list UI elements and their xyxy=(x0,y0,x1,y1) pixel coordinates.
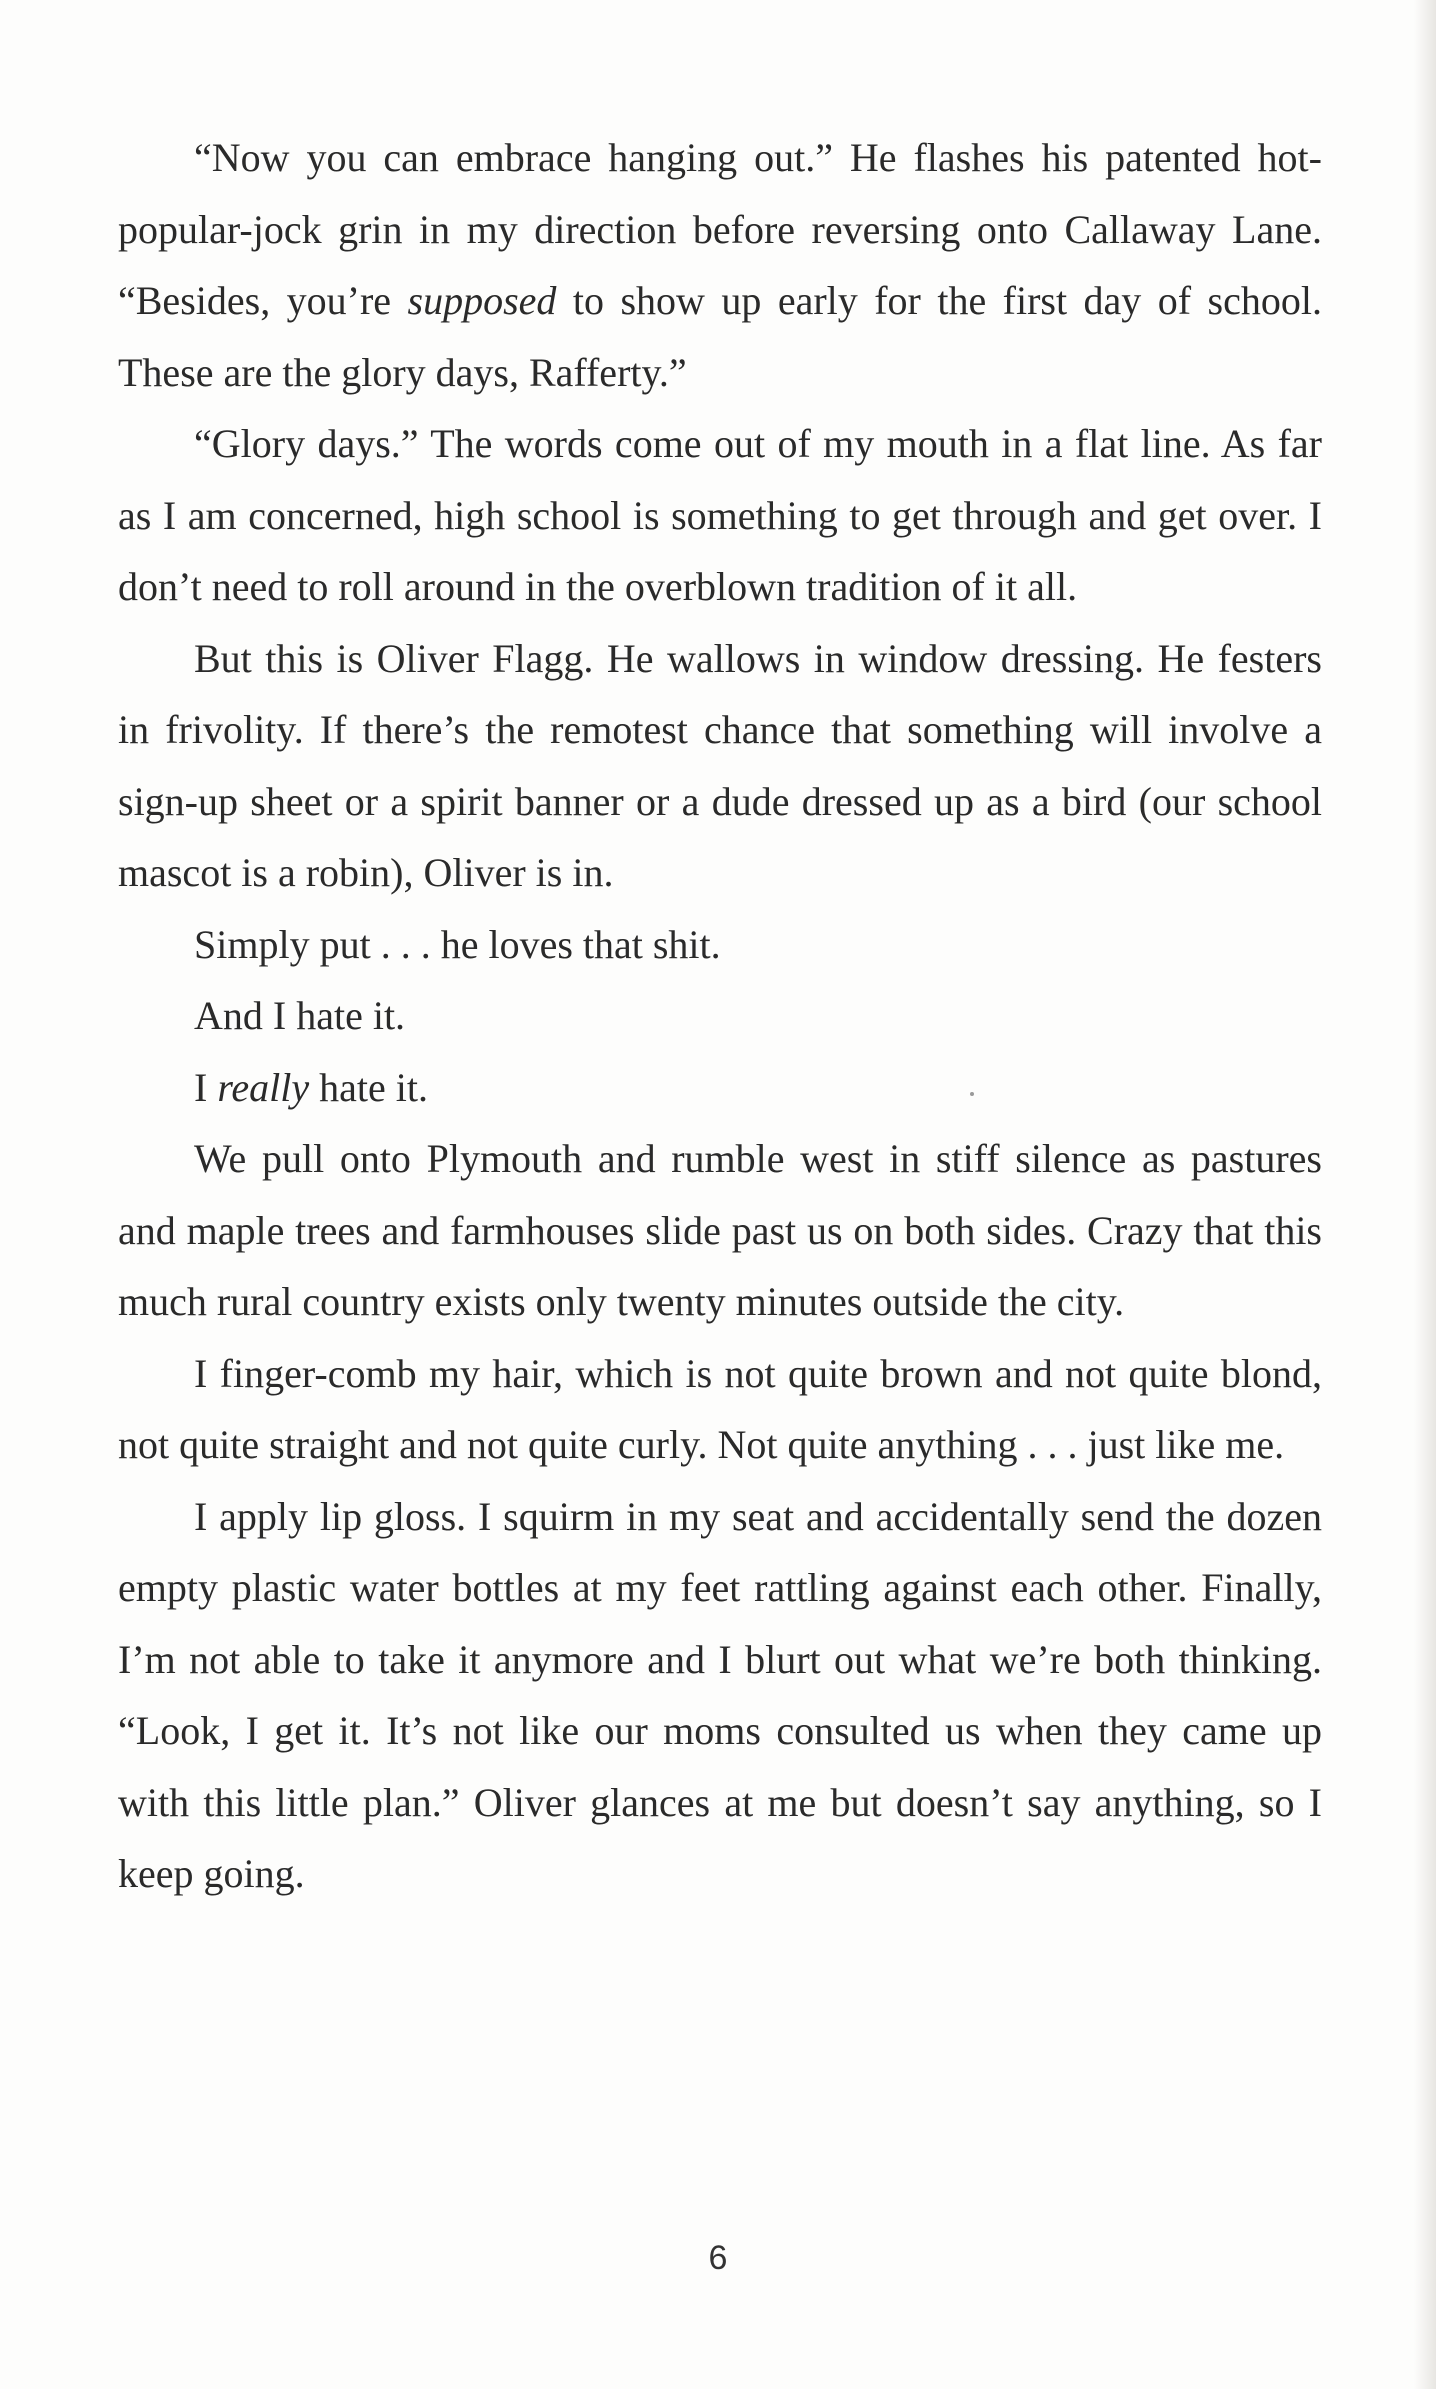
text-run: I apply lip gloss. I squirm in my seat and accidentally send the dozen empty plastic water bottles at my feet rattling against each other. Finally, I’m not able to take it anymore and I blurt out what we’re both thinking. “Look, I get it. It’s not like our moms consulted us when they came up with this little plan.” Oliver glances at me but doesn’t say anything, so I keep going. xyxy=(118,1493,1322,1896)
paragraph xyxy=(118,980,1322,1052)
paragraph xyxy=(118,408,1322,623)
text-run: We pull onto Plymouth and rumble west in stiff silence as pastures and maple trees and farmhouses slide past us on both sides. Crazy that this much rural country exists only twenty minutes outside the city. xyxy=(118,1136,1322,1324)
text-run: And I hate it. xyxy=(194,993,406,1038)
paragraph xyxy=(118,122,1322,408)
paragraph xyxy=(118,1338,1322,1481)
paragraph xyxy=(118,623,1322,909)
paragraph xyxy=(118,1123,1322,1338)
text-run: “Glory days.” The words come out of my mouth in a flat line. As far as I am concerned, high school is something to get through and get over. I don’t need to roll around in the overblown tradition of it all. xyxy=(118,421,1322,609)
italic-text: really xyxy=(217,1064,310,1110)
text-run: Simply put . . . he loves that shit. xyxy=(194,921,721,967)
text-run: I finger-comb my hair, which is not quite brown and not quite blond, not quite straight and not quite curly. Not quite anything . . . just like me. xyxy=(118,1350,1322,1467)
text-run: I xyxy=(194,1064,218,1110)
paragraph xyxy=(118,909,1322,981)
paragraph xyxy=(118,1481,1322,1910)
paragraph xyxy=(118,1052,1322,1124)
body-text xyxy=(118,122,1322,1910)
page-number: 6 xyxy=(708,2239,728,2277)
text-run: to show up early for the first day of school. These are the glory days, Rafferty.” xyxy=(118,278,1322,395)
italic-text: supposed xyxy=(407,278,557,323)
text-run: hate it. xyxy=(309,1064,429,1110)
text-run: “Now you can embrace hanging out.” He flashes his patented hot-popular-jock grin in my direction before reversing onto Callaway Lane. “Besides, you’re xyxy=(118,135,1322,323)
text-run: But this is Oliver Flagg. He wallows in window dressing. He festers in frivolity. If there’s the remotest chance that something will involve a sign-up sheet or a spirit banner or a dude dressed up as a bird (our school mascot is a robin), Oliver is in. xyxy=(118,635,1322,895)
page-edge-shadow xyxy=(1414,0,1436,2389)
